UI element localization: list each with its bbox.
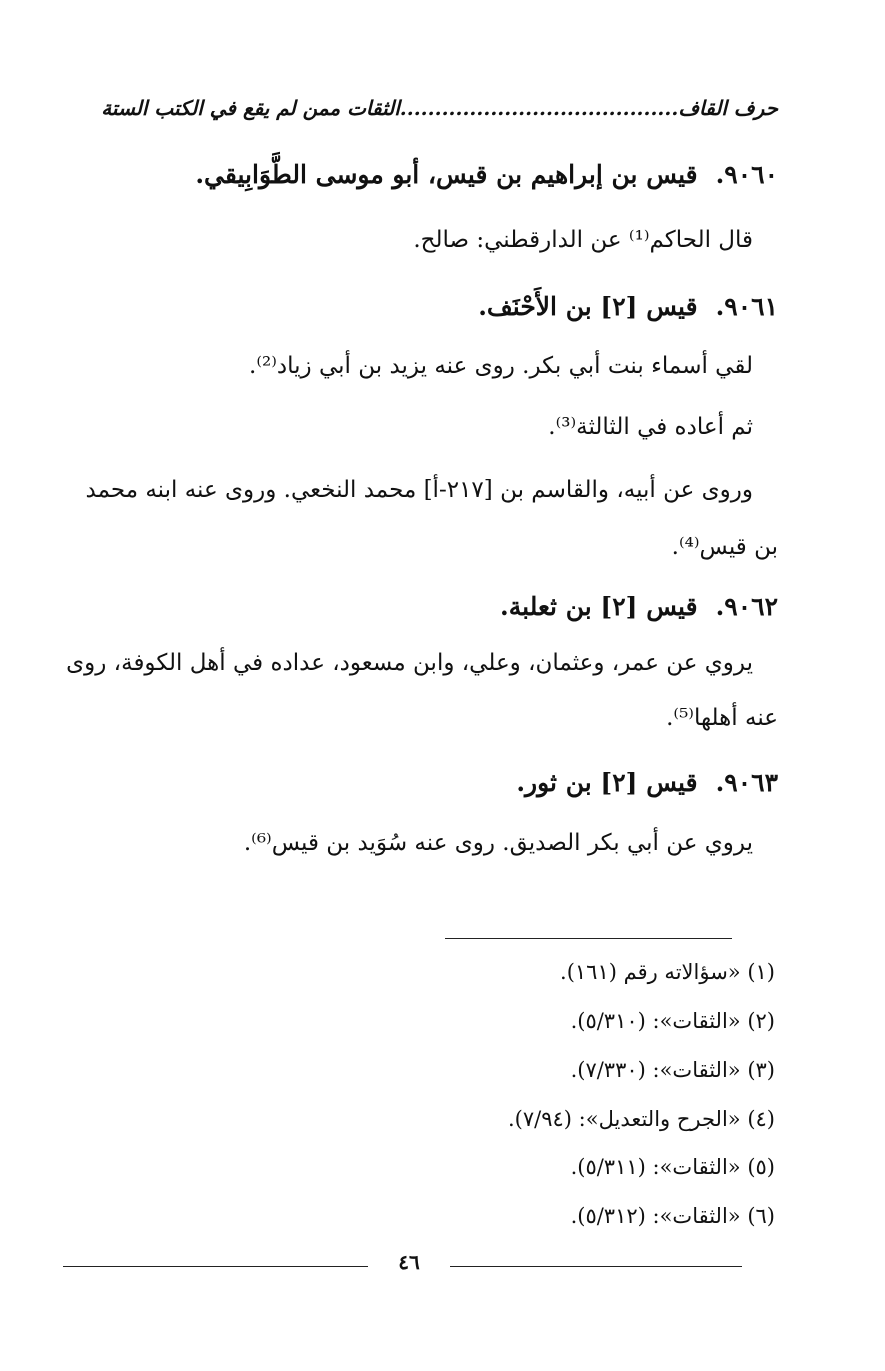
page-number: ٤٦ <box>398 1250 420 1274</box>
entry-heading <box>516 768 778 797</box>
footnote: (٦) «الثقات»: (٥/٣١٢). <box>570 1204 775 1228</box>
entry-text-line: وروى عن أبيه، والقاسم بن [٢١٧-أ] محمد النخعي. وروى عنه ابنه محمد <box>85 477 753 503</box>
footnote: (٥) «الثقات»: (٥/٣١١). <box>570 1155 775 1179</box>
header-chapter: حرف القاف <box>678 96 778 120</box>
entry-number: ٩٠٦٣. <box>715 768 778 797</box>
header-book-title: الثقات ممن لم يقع في الكتب الستة <box>101 96 400 120</box>
entry-heading <box>195 160 778 189</box>
entry-text-line: قال الحاكم⁽¹⁾ عن الدارقطني: صالح. <box>413 227 753 253</box>
footnote: (٣) «الثقات»: (٧/٣٣٠). <box>570 1058 775 1082</box>
footnote-separator <box>445 938 732 939</box>
entry-title: قيس [٢] بن الأَحْنَف. <box>478 292 698 321</box>
entry-title: قيس بن إبراهيم بن قيس، أبو موسى الطَّوَابِيقي. <box>195 160 698 189</box>
entry-text-line: لقي أسماء بنت أبي بكر. روى عنه يزيد بن أبي زياد⁽²⁾. <box>249 353 753 379</box>
bottom-rule-right <box>450 1266 742 1267</box>
entry-text-line: عنه أهلها⁽⁵⁾. <box>666 705 778 731</box>
footnote: (٤) «الجرح والتعديل»: (٧/٩٤). <box>507 1107 775 1131</box>
entry-text-line: ثم أعاده في الثالثة⁽³⁾. <box>548 414 753 440</box>
entry-text-line: يروي عن عمر، وعثمان، وعلي، وابن مسعود، عداده في أهل الكوفة، روى <box>66 650 753 676</box>
entry-text-line: يروي عن أبي بكر الصديق. روى عنه سُوَيد بن قيس⁽⁶⁾. <box>243 830 753 856</box>
entry-text-line: بن قيس⁽⁴⁾. <box>671 534 778 560</box>
running-header <box>98 96 778 120</box>
entry-title: قيس [٢] بن ثور. <box>516 768 698 797</box>
entry-heading <box>500 592 778 621</box>
entry-number: ٩٠٦٢. <box>715 592 778 621</box>
entry-heading <box>478 292 778 321</box>
entry-title: قيس [٢] بن ثعلبة. <box>500 592 698 621</box>
bottom-rule-left <box>63 1266 368 1267</box>
entry-number: ٩٠٦١. <box>715 292 778 321</box>
footnote: (٢) «الثقات»: (٥/٣١٠). <box>570 1009 775 1033</box>
entry-number: ٩٠٦٠. <box>715 160 778 189</box>
header-dots: ........................................ <box>399 96 679 120</box>
footnote: (١) «سؤالاته رقم (١٦١). <box>560 960 775 984</box>
